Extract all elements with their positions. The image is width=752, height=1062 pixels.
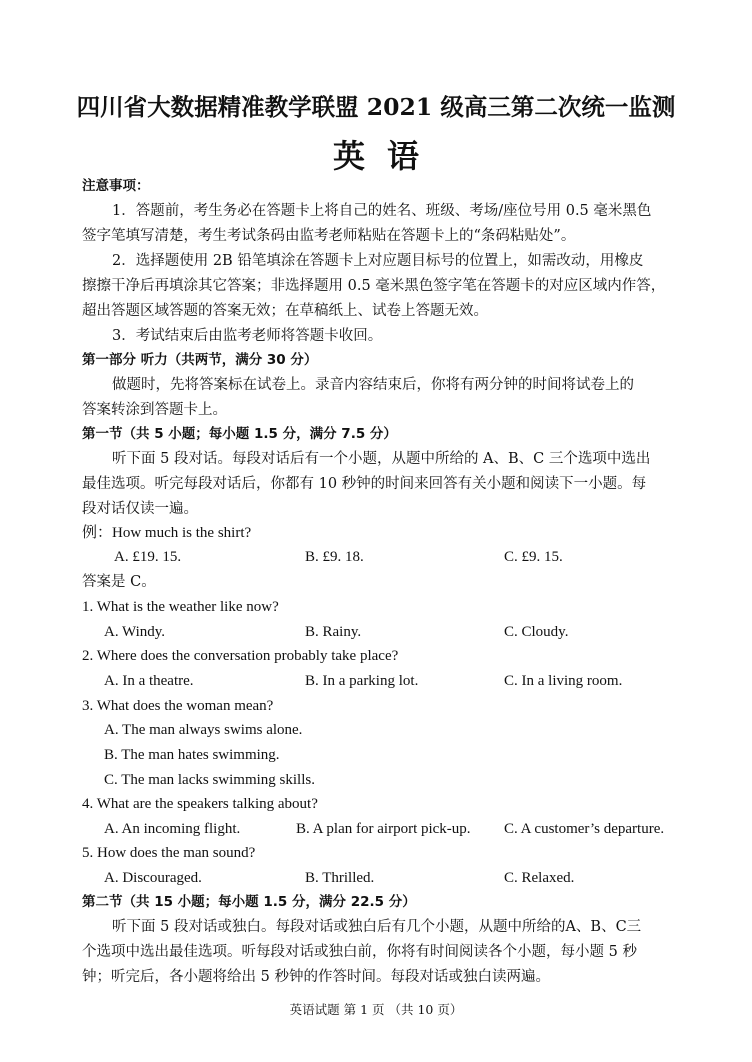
notice-item2-line3: 超出答题区域答题的答案无效；在草稿纸上、试卷上答题无效。 bbox=[82, 303, 488, 319]
question-2-option-c: C. In a living room. bbox=[504, 673, 623, 689]
example-option-b: B. £9. 18. bbox=[305, 549, 364, 565]
question-3: 3. What does the woman mean? bbox=[82, 698, 274, 714]
notice-item1-line2: 签字笔填写清楚，考生考试条码由监考老师粘贴在答题卡上的“条码粘贴处”。 bbox=[82, 228, 576, 244]
section2-intro-line3: 钟；听完后，各小题将给出 5 秒钟的作答时间。每段对话或独白读两遍。 bbox=[82, 969, 550, 985]
question-3-option-b: B. The man hates swimming. bbox=[104, 747, 280, 763]
section2-intro-line1: 听下面 5 段对话或独白。每段对话或独白后有几个小题，从题中所给的A、B、C三 bbox=[112, 919, 642, 935]
question-3-option-a: A. The man always swims alone. bbox=[104, 722, 303, 738]
question-5-option-c: C. Relaxed. bbox=[504, 870, 575, 886]
section1-intro-line2: 最佳选项。听完每段对话后，你都有 10 秒钟的时间来回答有关小题和阅读下一小题。每 bbox=[82, 476, 647, 492]
part1-heading: 第一部分 听力（共两节，满分 30 分） bbox=[82, 352, 318, 368]
question-5-option-b: B. Thrilled. bbox=[305, 870, 375, 886]
part1-intro-line1: 做题时，先将答案标在试卷上。录音内容结束后，你将有两分钟的时间将试卷上的 bbox=[112, 377, 634, 393]
question-5-option-a: A. Discouraged. bbox=[104, 870, 202, 886]
question-1-option-b: B. Rainy. bbox=[305, 624, 362, 640]
question-1-option-a: A. Windy. bbox=[104, 624, 166, 640]
section1-intro-line3: 段对话仅读一遍。 bbox=[82, 501, 198, 517]
section1-intro-line1: 听下面 5 段对话。每段对话后有一个小题，从题中所给的 A、B、C 三个选项中选出 bbox=[112, 451, 651, 467]
section2-intro-line2: 个选项中选出最佳选项。听每段对话或独白前，你将有时间阅读各个小题，每小题 5 秒 bbox=[82, 944, 637, 960]
question-2: 2. Where does the conversation probably take place? bbox=[82, 648, 399, 664]
question-4-option-c: C. A customer’s departure. bbox=[504, 821, 665, 837]
exam-title: 四川省大数据精准教学联盟 2021 级高三第二次统一监测 bbox=[76, 93, 676, 121]
notice-item3: 3．考试结束后由监考老师将答题卡收回。 bbox=[112, 328, 383, 344]
section2-heading: 第二节（共 15 小题；每小题 1.5 分，满分 22.5 分） bbox=[82, 894, 416, 910]
example-question: 例：How much is the shirt? bbox=[82, 525, 252, 541]
question-4-option-a: A. An incoming flight. bbox=[104, 821, 241, 837]
notice-item1-line1: 1．答题前，考生务必在答题卡上将自己的姓名、班级、考场/座位号用 0.5 毫米黑色 bbox=[112, 203, 652, 219]
notice-item2-line1: 2．选择题使用 2B 铅笔填涂在答题卡上对应题目标号的位置上，如需改动，用橡皮 bbox=[112, 253, 644, 269]
question-5: 5. How does the man sound? bbox=[82, 845, 256, 861]
notice-item2-line2: 擦擦干净后再填涂其它答案；非选择题用 0.5 毫米黑色签字笔在答题卡的对应区域内作答， bbox=[82, 278, 666, 294]
question-2-option-a: A. In a theatre. bbox=[104, 673, 194, 689]
part1-intro-line2: 答案转涂到答题卡上。 bbox=[82, 402, 227, 418]
notice-heading: 注意事项： bbox=[82, 178, 150, 194]
subject-title: 英语 bbox=[332, 137, 441, 175]
question-4-option-b: B. A plan for airport pick-up. bbox=[296, 821, 471, 837]
question-3-option-c: C. The man lacks swimming skills. bbox=[104, 772, 315, 788]
question-4: 4. What are the speakers talking about? bbox=[82, 796, 318, 812]
example-option-c: C. £9. 15. bbox=[504, 549, 563, 565]
question-2-option-b: B. In a parking lot. bbox=[305, 673, 419, 689]
question-1-option-c: C. Cloudy. bbox=[504, 624, 569, 640]
example-answer: 答案是 C。 bbox=[82, 574, 156, 590]
section1-heading: 第一节（共 5 小题；每小题 1.5 分，满分 7.5 分） bbox=[82, 426, 397, 442]
example-option-a: A. £19. 15. bbox=[114, 549, 182, 565]
page-footer: 英语试题 第 1 页 （共 10 页） bbox=[289, 1002, 463, 1017]
question-1: 1. What is the weather like now? bbox=[82, 599, 279, 615]
